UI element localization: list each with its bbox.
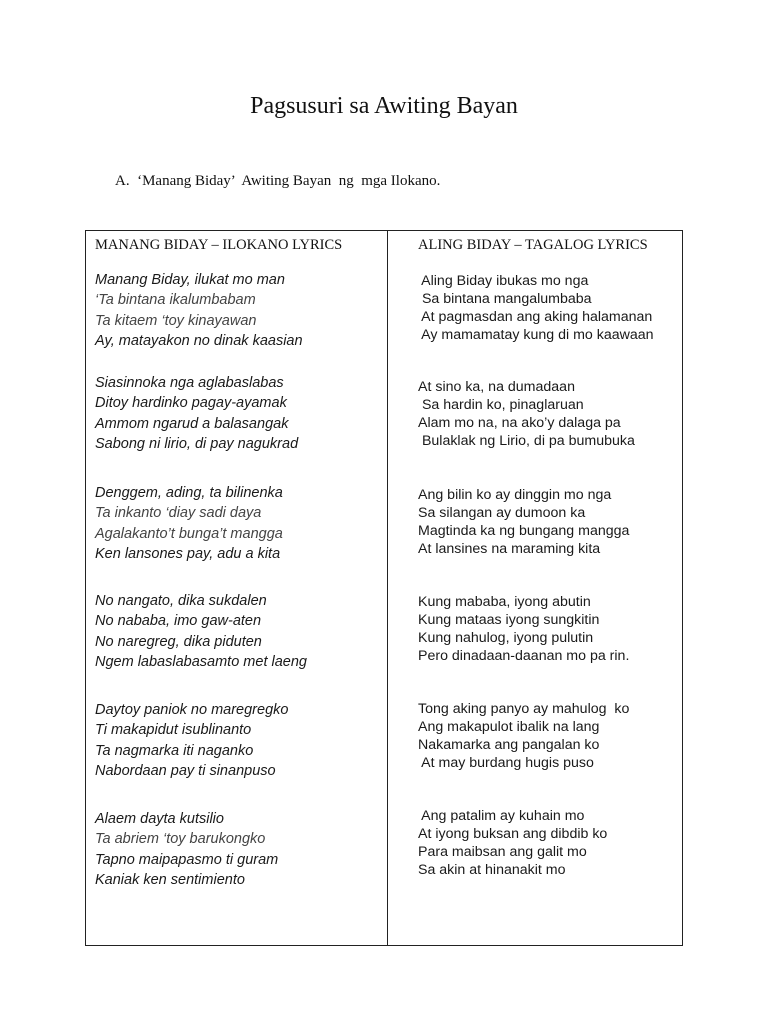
lyric-line: Ta inkanto ‘diay sadi daya — [95, 505, 262, 522]
lyric-line: Denggem, ading, ta bilinenka — [95, 485, 283, 501]
lyric-line: Kung mataas iyong sungkitin — [418, 612, 600, 628]
lyric-line: Sa bintana mangalumbaba — [418, 291, 592, 307]
lyric-line: Magtinda ka ng bungang mangga — [418, 523, 630, 539]
tagalog-stanza-1 — [418, 272, 654, 344]
lyric-line: Ay mamamatay kung di mo kaawaan — [418, 327, 654, 343]
lyric-line: Siasinnoka nga aglabaslabas — [95, 375, 284, 391]
ilokano-stanza-6 — [95, 809, 278, 891]
lyric-line: Aling Biday ibukas mo nga — [418, 273, 589, 289]
lyric-line: Ta abriem ‘toy barukongko — [95, 831, 266, 848]
tagalog-stanza-6 — [418, 807, 607, 879]
lyric-line: Nabordaan pay ti sinanpuso — [95, 763, 276, 780]
tagalog-stanza-3 — [418, 486, 629, 558]
lyric-line: Tong aking panyo ay mahulog ko — [418, 701, 630, 717]
lyric-line: Ditoy hardinko pagay-ayamak — [95, 395, 287, 412]
lyric-line: At pagmasdan ang aking halamanan — [418, 309, 653, 325]
ilokano-stanza-3 — [95, 483, 283, 565]
lyric-line: Ngem labaslabasamto met laeng — [95, 654, 307, 671]
lyric-line: Bulaklak ng Lirio, di pa bumubuka — [418, 433, 635, 449]
lyric-line: Ay, matayakon no dinak kaasian — [95, 333, 303, 350]
tagalog-stanza-2 — [418, 378, 635, 450]
ilokano-stanza-4 — [95, 591, 307, 673]
lyric-line: At lansines na maraming kita — [418, 541, 601, 557]
lyric-line: Ta kitaem ‘toy kinayawan — [95, 312, 257, 329]
lyric-line: At iyong buksan ang dibdib ko — [418, 826, 608, 842]
column-divider — [387, 231, 388, 945]
lyric-line: Para maibsan ang galit mo — [418, 844, 587, 860]
lyric-line: Kung mababa, iyong abutin — [418, 594, 591, 610]
lyric-line: ‘Ta bintana ikalumbabam — [95, 292, 256, 309]
lyric-line: Ang patalim ay kuhain mo — [418, 808, 585, 824]
intro-line: A. ‘Manang Biday’ Awiting Bayan ng mga Ilokano. — [115, 173, 441, 189]
lyric-line: Alaem dayta kutsilio — [95, 811, 224, 827]
page-title: Pagsusuri sa Awiting Bayan — [250, 93, 518, 119]
lyric-line: At may burdang hugis puso — [418, 755, 594, 771]
lyric-line: Pero dinadaan-daanan mo pa rin. — [418, 648, 630, 664]
lyric-line: Ang bilin ko ay dinggin mo nga — [418, 487, 612, 503]
lyric-line: No nangato, dika sukdalen — [95, 593, 267, 609]
ilokano-stanza-2 — [95, 373, 298, 455]
ilokano-stanza-1 — [95, 270, 303, 352]
lyric-line: Ti makapidut isublinanto — [95, 722, 252, 739]
tagalog-column-header: ALING BIDAY – TAGALOG LYRICS — [418, 237, 648, 253]
lyric-line: Sa silangan ay dumoon ka — [418, 505, 586, 521]
lyric-line: Ammom ngarud a balasangak — [95, 415, 289, 432]
lyric-line: Ang makapulot ibalik na lang — [418, 719, 600, 735]
tagalog-stanza-4 — [418, 593, 629, 665]
ilokano-column-header: MANANG BIDAY – ILOKANO LYRICS — [95, 237, 343, 253]
lyric-line: Kaniak ken sentimiento — [95, 872, 245, 889]
lyric-line: Kung nahulog, iyong pulutin — [418, 630, 594, 646]
lyric-line: Tapno maipapasmo ti guram — [95, 851, 279, 868]
lyric-line: Ken lansones pay, adu a kita — [95, 546, 281, 563]
lyric-line: No naregreg, dika piduten — [95, 633, 262, 650]
tagalog-stanza-5 — [418, 700, 629, 772]
lyric-line: Manang Biday, ilukat mo man — [95, 272, 285, 288]
lyric-line: Nakamarka ang pangalan ko — [418, 737, 600, 753]
lyric-line: Agalakanto’t bunga’t mangga — [95, 525, 283, 542]
lyric-line: Sabong ni lirio, di pay nagukrad — [95, 436, 299, 453]
lyric-line: Sa akin at hinanakit mo — [418, 862, 566, 878]
lyric-line: Ta nagmarka iti naganko — [95, 742, 254, 759]
lyrics-table — [85, 230, 683, 946]
ilokano-stanza-5 — [95, 700, 288, 782]
lyric-line: Alam mo na, na ako’y dalaga pa — [418, 415, 621, 431]
lyric-line: Sa hardin ko, pinaglaruan — [418, 397, 584, 413]
lyric-line: Daytoy paniok no maregregko — [95, 702, 289, 718]
lyric-line: No nababa, imo gaw-aten — [95, 613, 262, 630]
lyric-line: At sino ka, na dumadaan — [418, 379, 575, 395]
